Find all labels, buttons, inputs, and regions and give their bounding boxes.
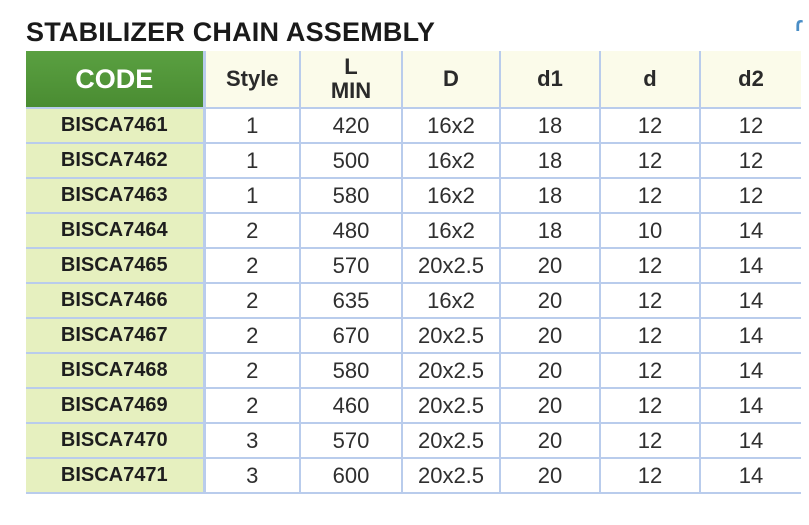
cell-style: 2 (204, 283, 300, 318)
header-code: CODE (26, 51, 204, 108)
cell-d2: 14 (700, 353, 801, 388)
header-d2: d2 (700, 51, 801, 108)
cell-code: BISCA7462 (26, 143, 204, 178)
cell-d: 12 (600, 178, 700, 213)
cell-length-min: 460 (300, 388, 402, 423)
header-row (26, 51, 801, 108)
cell-length-min: 570 (300, 423, 402, 458)
cell-d1: 20 (500, 353, 600, 388)
cell-D: 16x2 (402, 283, 500, 318)
cell-d: 12 (600, 283, 700, 318)
cell-d2: 12 (700, 143, 801, 178)
cell-style: 2 (204, 248, 300, 283)
table-row (26, 423, 801, 458)
cell-d1: 20 (500, 283, 600, 318)
cell-D: 16x2 (402, 108, 500, 143)
cell-style: 2 (204, 318, 300, 353)
cell-code: BISCA7468 (26, 353, 204, 388)
cell-length-min: 635 (300, 283, 402, 318)
cell-style: 2 (204, 353, 300, 388)
cell-length-min: 670 (300, 318, 402, 353)
cell-d2: 14 (700, 388, 801, 423)
spec-table (26, 51, 801, 494)
cell-length-min: 480 (300, 213, 402, 248)
table-row (26, 318, 801, 353)
cell-d: 12 (600, 318, 700, 353)
table-row (26, 143, 801, 178)
cell-length-min: 580 (300, 178, 402, 213)
header-length-label: L (344, 54, 358, 79)
table-row (26, 178, 801, 213)
cell-length-min: 600 (300, 458, 402, 493)
cell-d: 12 (600, 458, 700, 493)
cell-D: 16x2 (402, 143, 500, 178)
header-length-min-label: MIN (330, 78, 372, 103)
header-d: d (600, 51, 700, 108)
cell-d2: 12 (700, 108, 801, 143)
cell-code: BISCA7463 (26, 178, 204, 213)
cell-d2: 14 (700, 458, 801, 493)
cell-d1: 20 (500, 248, 600, 283)
cell-d: 12 (600, 423, 700, 458)
cell-d: 12 (600, 143, 700, 178)
cell-d: 10 (600, 213, 700, 248)
page-title: STABILIZER CHAIN ASSEMBLY (26, 17, 436, 47)
cell-D: 16x2 (402, 178, 500, 213)
header-length-min (300, 51, 402, 108)
cell-code: BISCA7465 (26, 248, 204, 283)
cell-D: 20x2.5 (402, 353, 500, 388)
cell-code: BISCA7470 (26, 423, 204, 458)
cell-d2: 14 (700, 248, 801, 283)
cell-style: 3 (204, 458, 300, 493)
cell-d2: 14 (700, 283, 801, 318)
cell-d2: 12 (700, 178, 801, 213)
cell-D: 20x2.5 (402, 318, 500, 353)
cell-d: 12 (600, 248, 700, 283)
cell-d1: 18 (500, 108, 600, 143)
cell-D: 20x2.5 (402, 423, 500, 458)
cell-d: 12 (600, 388, 700, 423)
corner-mark-icon: ɾ (795, 14, 803, 36)
cell-style: 2 (204, 388, 300, 423)
cell-D: 16x2 (402, 213, 500, 248)
cell-length-min: 580 (300, 353, 402, 388)
cell-d1: 20 (500, 458, 600, 493)
cell-d: 12 (600, 108, 700, 143)
table-row (26, 248, 801, 283)
cell-d1: 18 (500, 213, 600, 248)
table-row (26, 213, 801, 248)
table-row (26, 283, 801, 318)
cell-code: BISCA7464 (26, 213, 204, 248)
header-d1: d1 (500, 51, 600, 108)
cell-code: BISCA7469 (26, 388, 204, 423)
cell-d1: 20 (500, 318, 600, 353)
cell-style: 2 (204, 213, 300, 248)
cell-d1: 20 (500, 388, 600, 423)
table-row (26, 458, 801, 493)
cell-code: BISCA7467 (26, 318, 204, 353)
cell-d1: 20 (500, 423, 600, 458)
cell-code: BISCA7461 (26, 108, 204, 143)
cell-D: 20x2.5 (402, 458, 500, 493)
cell-d1: 18 (500, 143, 600, 178)
table-row (26, 388, 801, 423)
table-row (26, 353, 801, 388)
table-row (26, 108, 801, 143)
cell-d: 12 (600, 353, 700, 388)
cell-d2: 14 (700, 423, 801, 458)
cell-length-min: 420 (300, 108, 402, 143)
cell-d1: 18 (500, 178, 600, 213)
cell-style: 3 (204, 423, 300, 458)
cell-code: BISCA7466 (26, 283, 204, 318)
cell-D: 20x2.5 (402, 388, 500, 423)
cell-D: 20x2.5 (402, 248, 500, 283)
cell-length-min: 570 (300, 248, 402, 283)
cell-d2: 14 (700, 318, 801, 353)
cell-code: BISCA7471 (26, 458, 204, 493)
cell-style: 1 (204, 108, 300, 143)
cell-d2: 14 (700, 213, 801, 248)
cell-style: 1 (204, 178, 300, 213)
cell-length-min: 500 (300, 143, 402, 178)
header-style: Style (204, 51, 300, 108)
header-D: D (402, 51, 500, 108)
cell-style: 1 (204, 143, 300, 178)
